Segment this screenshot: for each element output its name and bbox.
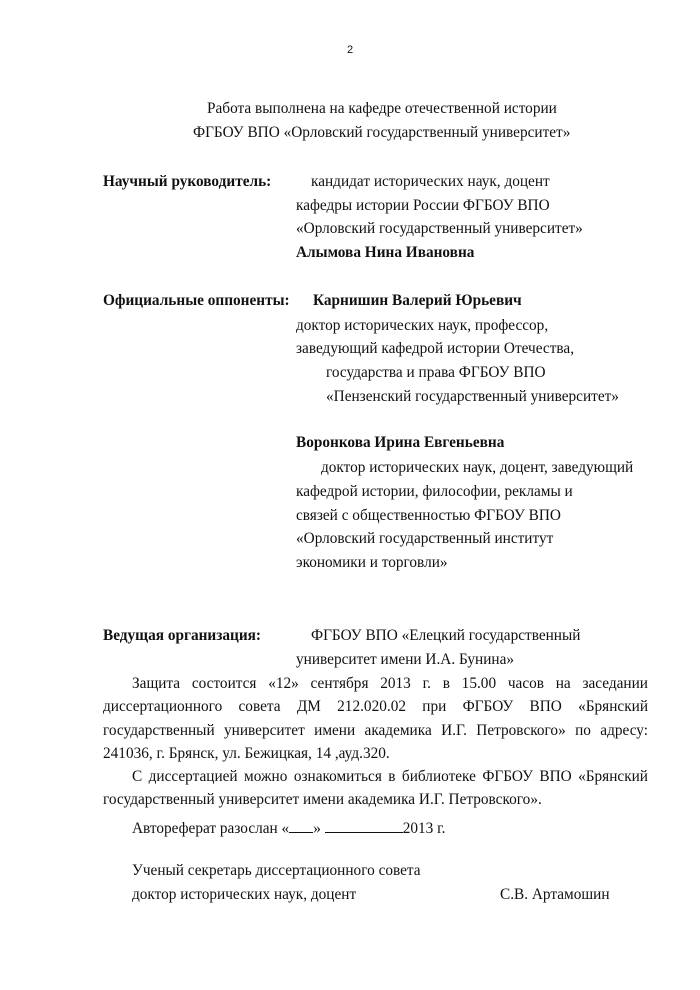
secretary-line-1: Ученый секретарь диссертационного совета xyxy=(132,862,421,879)
opponent-1-line-2: заведующий кафедрой истории Отечества, xyxy=(296,340,575,357)
header-line-2: ФГБОУ ВПО «Орловский государственный университет» xyxy=(193,124,571,141)
leading-org-label: Ведущая организация: xyxy=(103,627,262,644)
supervisor-label: Научный руководитель: xyxy=(103,173,272,190)
opponent-2-name: Воронкова Ирина Евгеньевна xyxy=(296,434,505,451)
opponent-1-line-1: доктор исторических наук, профессор, xyxy=(296,317,549,334)
opponent-2-line-2: кафедрой истории, философии, рекламы и xyxy=(296,483,573,500)
defense-paragraph: Защита состоится «12» сентября 2013 г. в 15.00 часов на заседании диссертационного совета ДМ 212.020.02 при ФГБОУ ВПО «Брянский государственный университет имени академика И.Г. Петровского» по адресу: 241036, г. Брянск, ул. Бежицкая, 14 ,ауд.320. xyxy=(103,675,648,762)
library-paragraph: С диссертацией можно ознакомиться в библиотеке ФГБОУ ВПО «Брянский государственный университет имени академика И.Г. Петровского». xyxy=(103,768,648,809)
leading-org-line-1: ФГБОУ ВПО «Елецкий государственный xyxy=(311,627,581,644)
opponent-2-line-3: связей с общественностью ФГБОУ ВПО xyxy=(296,507,561,524)
month-blank xyxy=(325,818,403,833)
day-blank xyxy=(289,818,313,833)
opponent-1-line-4: «Пензенский государственный университет» xyxy=(326,388,619,405)
leading-org-line-2: университет имени И.А. Бунина» xyxy=(296,651,515,668)
supervisor-line-1: кандидат исторических наук, доцент xyxy=(311,173,550,190)
sent-out-suffix: 2013 г. xyxy=(402,820,446,837)
sent-out-line xyxy=(132,818,445,838)
opponent-2-line-1: доктор исторических наук, доцент, заведующий xyxy=(321,459,634,476)
sent-out-prefix: Автореферат разослан « xyxy=(132,820,290,837)
opponent-2-line-4: «Орловский государственный институт xyxy=(296,530,554,547)
supervisor-name: Алымова Нина Ивановна xyxy=(296,244,475,261)
sent-out-middle: » xyxy=(313,820,325,837)
secretary-line-2: доктор исторических наук, доцент xyxy=(132,886,357,903)
opponent-2-line-5: экономики и торговли» xyxy=(296,554,448,571)
opponent-1-line-3: государства и права ФГБОУ ВПО xyxy=(326,364,546,381)
opponent-1-name: Карнишин Валерий Юрьевич xyxy=(313,292,522,309)
supervisor-line-3: «Орловский государственный университет» xyxy=(296,220,583,237)
supervisor-line-2: кафедры истории России ФГБОУ ВПО xyxy=(296,197,550,214)
opponents-label: Официальные оппоненты: xyxy=(103,292,290,309)
header-line-1: Работа выполнена на кафедре отечественной истории xyxy=(207,100,557,117)
page-number: 2 xyxy=(346,44,354,56)
secretary-name: С.В. Артамошин xyxy=(500,886,610,903)
